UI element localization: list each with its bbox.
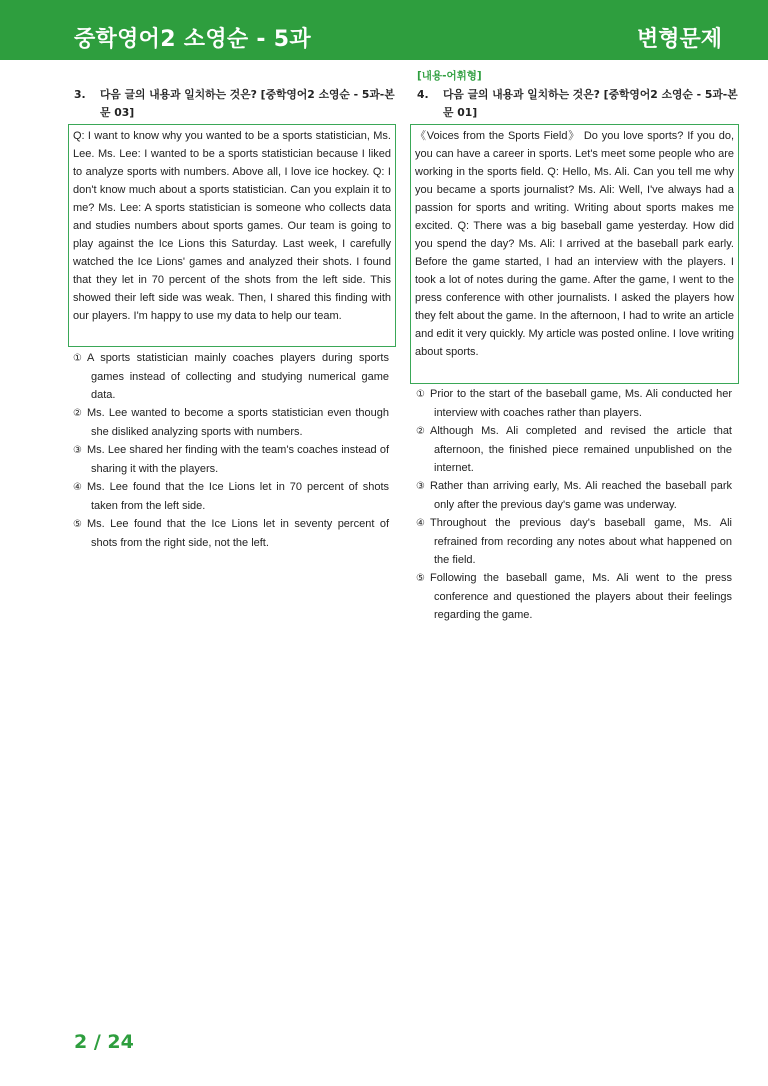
q4-passage: 《Voices from the Sports Field》 Do you love sports? If you do, you can have a career in sports. Let's meet some people who are working in the sports field. Q: Hello, Ms. Ali. Can you tell me why you became a sports journalist? Ms. Ali: Well, I've always had a passion for sports and writing. Writing about sports makes me excited. Q: There was a big baseball game yesterday. How did you spend the day? Ms. Ali: I arrived at the baseball park early. Before the game started, I had an interview with the players. I took a lot of notes during the game. After the game, I went to the press conference with other journalists. I asked the players how they felt about the game. In the afternoon, I had to write an article and edit it very quickly. My article was posted online. I love writing about sports. [410, 124, 739, 384]
q4-options [416, 385, 732, 624]
q3-passage: Q: I want to know why you wanted to be a sports statistician, Ms. Lee. Ms. Lee: I wanted to be a sports statistician because I liked to analyze sports with numbers. Above all, I love ice hockey. Q: I don't know much about a sports statistician. Can you explain it to me? Ms. Lee: A sports statistician is someone who collects data and studies numbers about sports games. Our team is going to play against the Ice Lions this Saturday. Last week, I carefully watched the Ice Lions' games and analyzed their shots. I found that they let in 70 percent of the shots from the left side. This showed their left side was weak. Then, I shared this finding with our players. I'm happy to use my data to help our team. [68, 124, 396, 347]
q3-number: 3. [74, 88, 86, 101]
page-header [0, 0, 768, 60]
option-marker: ④ [416, 518, 425, 529]
header-title: 중학영어2 소영순 - 5과 [74, 27, 311, 52]
q3-options [73, 349, 389, 552]
option-marker: ① [73, 353, 82, 364]
option-marker: ③ [73, 445, 82, 456]
answer-option[interactable] [73, 404, 389, 441]
q4-number: 4. [417, 88, 429, 101]
option-text: Rather than arriving early, Ms. Ali reached the baseball park only after the previous day's game was underway. [430, 480, 732, 511]
header-category: 변형문제 [636, 27, 722, 52]
option-marker: ④ [73, 482, 82, 493]
option-text: Following the baseball game, Ms. Ali went to the press conference and questioned the players about their feelings regarding the game. [430, 572, 732, 621]
option-text: A sports statistician mainly coaches players during sports games instead of collecting and studying numerical game data. [87, 352, 389, 401]
answer-option[interactable] [416, 477, 732, 514]
option-marker: ⑤ [416, 573, 425, 584]
option-marker: ② [73, 408, 82, 419]
answer-option[interactable] [73, 515, 389, 552]
answer-option[interactable] [73, 349, 389, 404]
option-text: Ms. Lee shared her finding with the team's coaches instead of sharing it with the players. [87, 444, 389, 475]
answer-option[interactable] [416, 569, 732, 624]
option-marker: ② [416, 426, 425, 437]
q3-question: 다음 글의 내용과 일치하는 것은? [중학영어2 소영순 - 5과-본문 03] [100, 88, 395, 119]
question-type-tag: [내용-어휘형] [417, 70, 482, 82]
option-marker: ③ [416, 481, 425, 492]
option-text: Ms. Lee found that the Ice Lions let in 70 percent of shots taken from the left side. [87, 481, 389, 512]
q4-question: 다음 글의 내용과 일치하는 것은? [중학영어2 소영순 - 5과-본문 01] [443, 88, 738, 119]
option-marker: ⑤ [73, 519, 82, 530]
answer-option[interactable] [416, 514, 732, 569]
page-number: 2 / 24 [74, 1031, 134, 1053]
answer-option[interactable] [73, 441, 389, 478]
option-text: Prior to the start of the baseball game, Ms. Ali conducted her interview with coaches rather than players. [430, 388, 732, 419]
answer-option[interactable] [416, 385, 732, 422]
answer-option[interactable] [73, 478, 389, 515]
option-text: Although Ms. Ali completed and revised the article that afternoon, the finished piece remained unpublished on the internet. [430, 425, 732, 474]
answer-option[interactable] [416, 422, 732, 477]
option-text: Ms. Lee wanted to become a sports statistician even though she disliked analyzing sports with numbers. [87, 407, 389, 438]
option-text: Ms. Lee found that the Ice Lions let in seventy percent of shots from the right side, not the left. [87, 518, 389, 549]
option-text: Throughout the previous day's baseball game, Ms. Ali refrained from recording any notes about what happened on the field. [430, 517, 732, 566]
option-marker: ① [416, 389, 425, 400]
